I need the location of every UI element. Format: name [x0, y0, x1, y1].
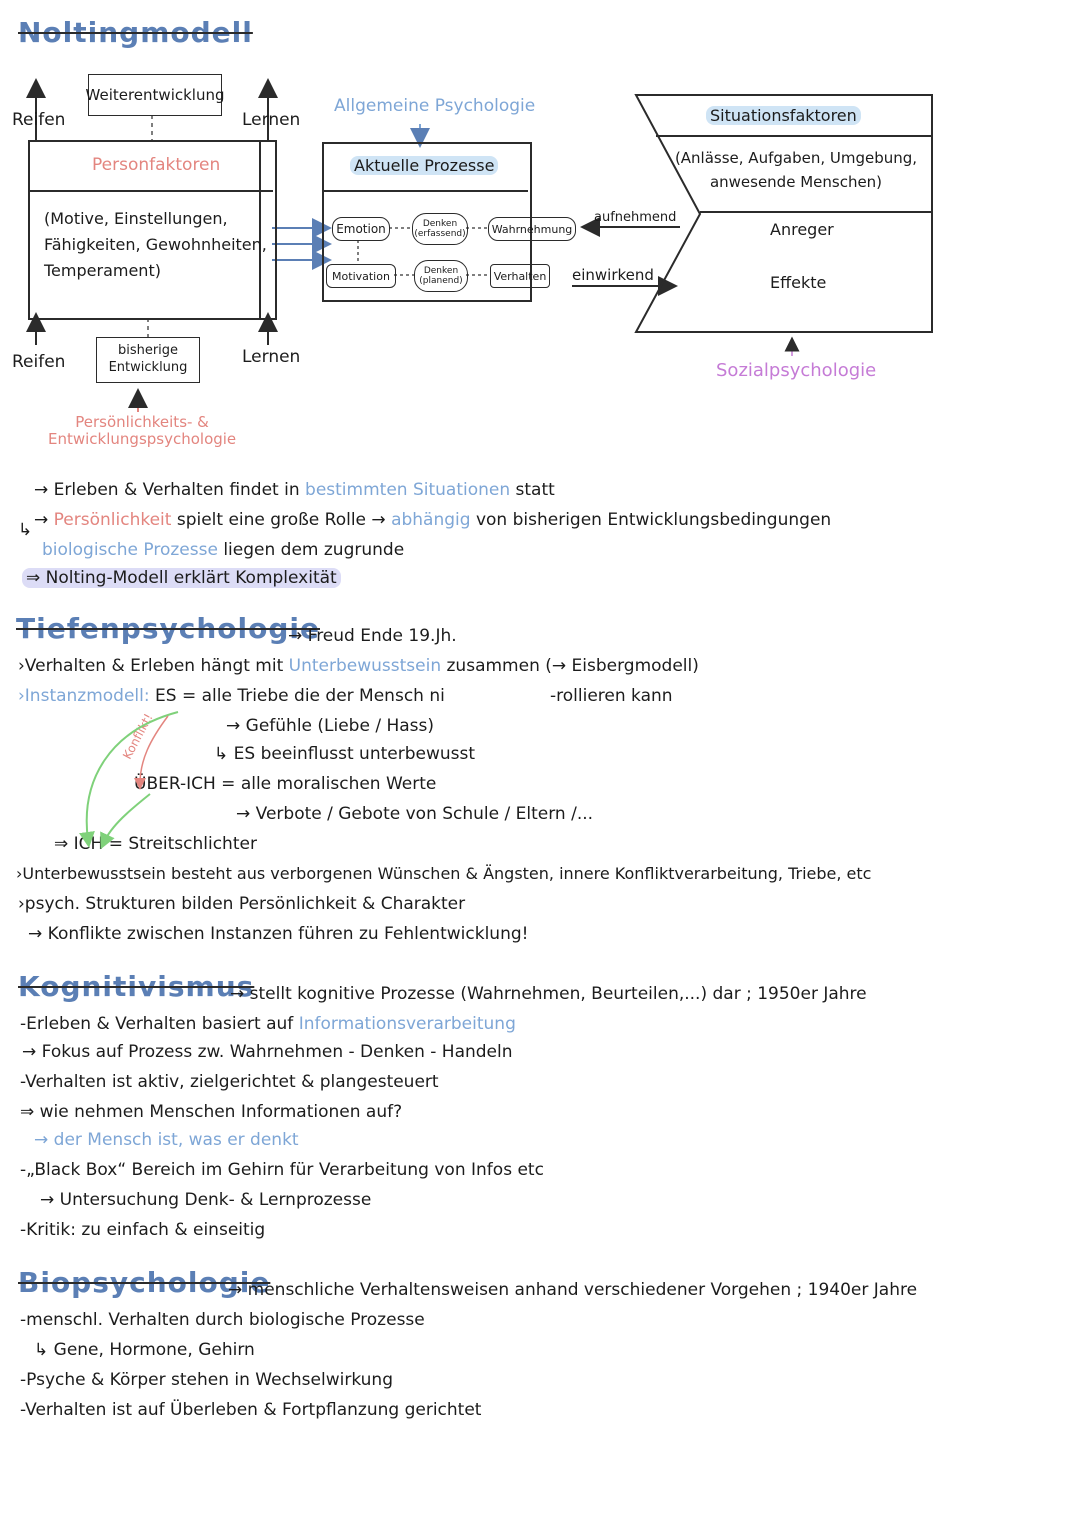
tiefen-line-10: → Konflikte zwischen Instanzen führen zu Fehlentwicklung!: [28, 924, 529, 944]
kogn-line-7: → Untersuchung Denk- & Lernprozesse: [40, 1190, 372, 1210]
bio-line-1: -menschl. Verhalten durch biologische Prozesse: [20, 1310, 425, 1330]
einwirkend-label: einwirkend: [572, 266, 654, 284]
tiefen-line-8: ›Unterbewusstsein besteht aus verborgenen Wünschen & Ängsten, innere Konfliktverarbeitung, Triebe, etc: [16, 864, 872, 883]
verhalten-box: Verhalten: [490, 264, 550, 288]
sozialpsych-label: Sozialpsychologie: [716, 360, 877, 381]
bio-subtitle: → menschliche Verhaltensweisen anhand verschiedener Vorgehen ; 1940er Jahre: [228, 1280, 918, 1300]
allgemeine-psych-label: Allgemeine Psychologie: [334, 96, 536, 116]
tiefen-line-5: ÜBER-ICH = alle moralischen Werte: [134, 774, 437, 794]
situationsfaktoren-title: Situationsfaktoren: [706, 106, 861, 125]
aufnehmend-label: aufnehmend: [594, 210, 677, 225]
corner-arrow-icon: ↳: [18, 520, 33, 540]
personfaktoren-title: Personfaktoren: [92, 155, 221, 175]
kogn-line-3: -Verhalten ist aktiv, zielgerichtet & plangesteuert: [20, 1072, 439, 1092]
entwicklungspsych-label: Persönlichkeits- & Entwicklungspsychologie: [48, 413, 237, 448]
reifen-bottom-label: Reifen: [12, 352, 66, 372]
anreger-label: Anreger: [770, 220, 834, 239]
effekte-label: Effekte: [770, 273, 827, 292]
kogn-heading: Kognitivismus: [18, 970, 255, 1003]
kogn-line-5: → der Mensch ist, was er denkt: [34, 1130, 299, 1150]
tiefen-line-6: → Verbote / Gebote von Schule / Eltern /...: [236, 804, 594, 824]
summary-line-3: biologische Prozesse liegen dem zugrunde: [42, 540, 405, 560]
lernen-bottom-label: Lernen: [242, 347, 301, 367]
bisherige-entwicklung-box: bisherige Entwicklung: [96, 337, 200, 383]
wahrnehmung-box: Wahrnehmung: [488, 217, 576, 241]
emotion-box: Emotion: [332, 217, 390, 241]
motivation-box: Motivation: [326, 264, 396, 288]
aktuelle-prozesse-title: Aktuelle Prozesse: [350, 156, 498, 175]
kogn-line-4: ⇒ wie nehmen Menschen Informationen auf?: [20, 1102, 403, 1122]
summary-line-4: ⇒ Nolting-Modell erklärt Komplexität: [22, 568, 341, 588]
kogn-line-8: -Kritik: zu einfach & einseitig: [20, 1220, 266, 1240]
konflikt-label: Konflikt!: [120, 711, 156, 762]
kogn-line-2: → Fokus auf Prozess zw. Wahrnehmen - Denken - Handeln: [22, 1042, 513, 1062]
tiefen-line-1: ›Verhalten & Erleben hängt mit Unterbewusstsein zusammen (→ Eisbergmodell): [18, 656, 699, 676]
tiefen-line-3: → Gefühle (Liebe / Hass): [226, 716, 435, 736]
tiefen-line-7: ⇒ ICH = Streitschlichter: [54, 834, 257, 854]
tiefen-line-2-cont: -rollieren kann: [550, 686, 673, 706]
weiterentwicklung-box: Weiterentwicklung: [88, 74, 222, 116]
denken-erfassend-box: Denken (erfassend): [412, 213, 468, 245]
tiefen-freud: → Freud Ende 19.Jh.: [288, 626, 457, 646]
denken-planend-box: Denken (planend): [414, 260, 468, 292]
lernen-top-label: Lernen: [242, 110, 301, 130]
summary-line-2: → Persönlichkeit spielt eine große Rolle → abhängig von bisherigen Entwicklungsbedingungen: [34, 510, 832, 530]
summary-line-1: → Erleben & Verhalten findet in bestimmten Situationen statt: [34, 480, 555, 500]
bio-heading: Biopsychologie: [18, 1266, 271, 1299]
kogn-line-6: -„Black Box“ Bereich im Gehirn für Verarbeitung von Infos etc: [20, 1160, 544, 1180]
tiefen-line-4: ↳ ES beeinflusst unterbewusst: [214, 744, 476, 764]
nolting-heading: Noltingmodell: [18, 16, 253, 49]
kogn-line-1: -Erleben & Verhalten basiert auf Informationsverarbeitung: [20, 1014, 516, 1034]
kogn-subtitle: → stellt kognitive Prozesse (Wahrnehmen, Beurteilen,...) dar ; 1950er Jahre: [230, 984, 867, 1004]
tiefen-heading: Tiefenpsychologie: [16, 612, 320, 645]
bio-line-4: -Verhalten ist auf Überleben & Fortpflanzung gerichtet: [20, 1400, 482, 1420]
tiefen-line-2: ›Instanzmodell: ES = alle Triebe die der Mensch ni: [18, 686, 445, 706]
reifen-top-label: Reifen: [12, 110, 66, 130]
bio-line-3: -Psyche & Körper stehen in Wechselwirkung: [20, 1370, 393, 1390]
situation-details: (Anlässe, Aufgaben, Umgebung, anwesende Menschen): [674, 149, 918, 191]
tiefen-line-9: ›psych. Strukturen bilden Persönlichkeit & Charakter: [18, 894, 466, 914]
person-details: (Motive, Einstellungen, Fähigkeiten, Gewohnheiten, Temperament): [44, 209, 267, 280]
bio-line-2: ↳ Gene, Hormone, Gehirn: [34, 1340, 255, 1360]
